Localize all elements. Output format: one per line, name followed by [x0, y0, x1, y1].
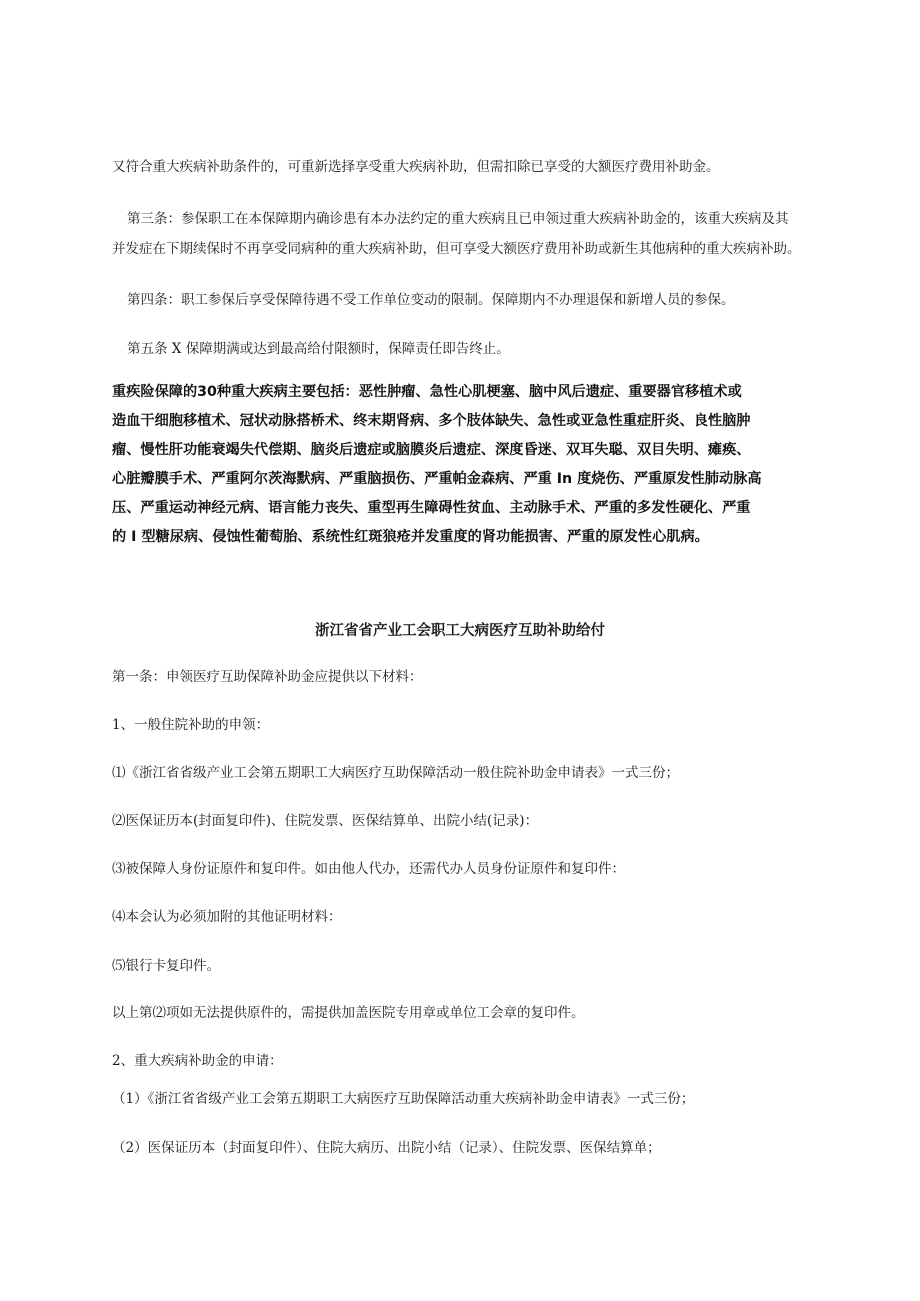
item-2-title: 2、重大疾病补助金的申请：	[112, 1053, 283, 1069]
article-4: 第四条：职工参保后享受保障待遇不受工作单位变动的限制。保障期内不办理退保和新增人员的参保。	[127, 292, 735, 308]
item-1-5: ⑸银行卡复印件。	[112, 958, 220, 974]
disease-line: 的 I 型糖尿病、侵蚀性葡萄胎、系统性红斑狼疮并发重度的肾功能损害、严重的原发性心肌病。	[112, 529, 709, 545]
paragraph-continuation: 又符合重大疾病补助条件的，可重新选择享受重大疾病补助，但需扣除已享受的大额医疗费用补助金。	[112, 159, 720, 175]
disease-line: 重疾险保障的30种重大疾病主要包括：恶性肿瘤、急性心肌梗塞、脑中风后遗症、重要器官移植术或	[112, 384, 742, 400]
disease-line: 心脏瓣膜手术、严重阿尔茨海默病、严重脑损伤、严重帕金森病、严重 In 度烧伤、严重原发性肺动脉高	[112, 471, 762, 487]
section-title: 浙江省省产业工会职工大病医疗互助补助给付	[315, 623, 605, 639]
article-5: 第五条 X 保障期满或达到最高给付限额时，保障责任即告终止。	[127, 341, 510, 357]
disease-line: 压、严重运动神经元病、语言能力丧失、重型再生障碍性贫血、主动脉手术、严重的多发性硬化、严重	[112, 500, 751, 516]
item-1-note: 以上第⑵项如无法提供原件的，需提供加盖医院专用章或单位工会章的复印件。	[112, 1005, 585, 1021]
item-1-2: ⑵医保证历本(封面复印件)、住院发票、医保结算单、出院小结(记录)：	[112, 813, 539, 829]
disease-list-paragraph	[112, 378, 824, 552]
item-2-2: （2）医保证历本（封面复印件）、住院大病历、出院小结（记录）、住院发票、医保结算单；	[112, 1140, 661, 1156]
disease-line: 瘤、慢性肝功能衰竭失代偿期、脑炎后遗症或脑膜炎后遗症、深度昏迷、双耳失聪、双目失明、瘫痪、	[112, 442, 751, 458]
item-1-4: ⑷本会认为必须加附的其他证明材料：	[112, 909, 342, 925]
item-1-3: ⑶被保障人身份证原件和复印件。如由他人代办，还需代办人员身份证原件和复印件：	[112, 861, 625, 877]
disease-line: 造血干细胞移植术、冠状动脉搭桥术、终末期肾病、多个肢体缺失、急性或亚急性重症肝炎、良性脑肿	[112, 413, 751, 429]
article-3-line-1: 第三条：参保职工在本保障期内确诊患有本办法约定的重大疾病且已申领过重大疾病补助金的，该重大疾病及其	[127, 211, 789, 227]
item-2-1: （1）《浙江省省级产业工会第五期职工大病医疗互助保障活动重大疾病补助金申请表》一式三份；	[112, 1091, 695, 1107]
section-article-1: 第一条：申领医疗互助保障补助金应提供以下材料：	[112, 669, 423, 685]
item-1-title: 1、一般住院补助的申领：	[112, 717, 270, 733]
item-1-1: ⑴《浙江省省级产业工会第五期职工大病医疗互助保障活动一般住院补助金申请表》一式三份；	[112, 765, 679, 781]
article-3-line-2: 并发症在下期续保时不再享受同病种的重大疾病补助，但可享受大额医疗费用补助或新生其他病种的重大疾病补助。	[112, 241, 801, 257]
